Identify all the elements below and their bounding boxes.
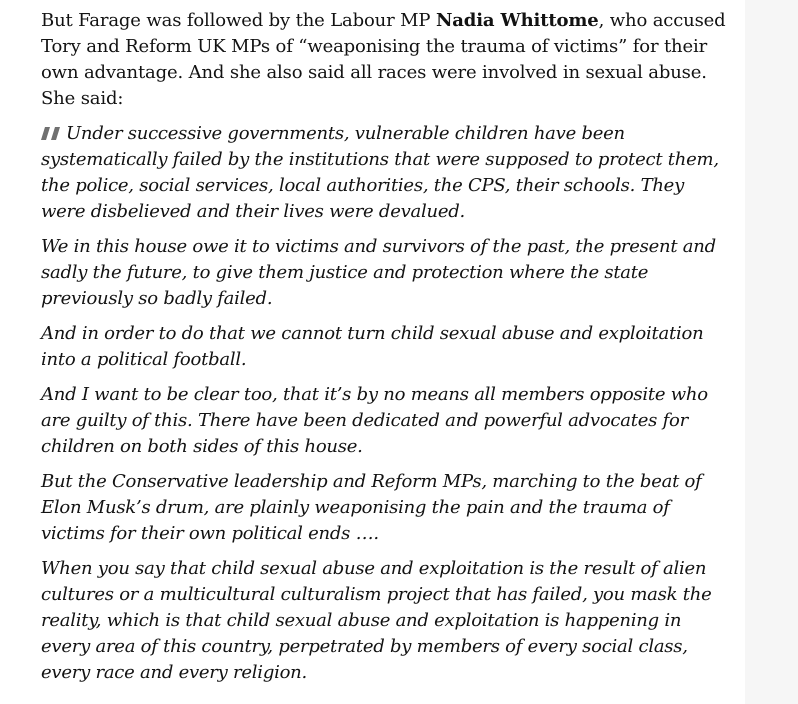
quote-paragraph-5: But the Conservative leadership and Reform MPs, marching to the beat of Elon Musk’s drum, are plainly weaponising the pain and the trauma of victims for their own political ends ….: [41, 471, 702, 544]
quote-text-1: Under successive governments, vulnerable children have been systematically failed by the institutions that were supposed to protect them, the police, social services, local authorities, the CPS, their schools. They were disbelieved and their lives were devalued.: [41, 123, 719, 222]
quotation-mark-icon: [41, 127, 61, 140]
intro-paragraph: [41, 8, 731, 112]
intro-text-after: , who accused Tory and Reform UK MPs of “weaponising the trauma of victims” for their own advantage. And she also said all races were involved in sexual abuse. She said:: [41, 10, 726, 109]
quote-paragraph-6: When you say that child sexual abuse and exploitation is the result of alien cultures or a multicultural culturalism project that has failed, you mask the reality, which is that child sexual abuse and exploitation is happening in every area of this country, perpetrated by members of every social class, every race and every religion.: [41, 558, 712, 683]
right-rail: [745, 0, 798, 704]
quote-paragraph-4: And I want to be clear too, that it’s by no means all members opposite who are guilty of this. There have been dedicated and powerful advocates for children on both sides of this house.: [41, 384, 708, 457]
quote-paragraph-3: And in order to do that we cannot turn child sexual abuse and exploitation into a political football.: [41, 323, 704, 370]
quote-paragraph-1: [41, 121, 731, 225]
quote-paragraph-2: We in this house owe it to victims and survivors of the past, the present and sadly the future, to give them justice and protection where the state previously so badly failed.: [41, 236, 716, 309]
blockquote: [41, 121, 731, 686]
intro-text-before: But Farage was followed by the Labour MP: [41, 10, 436, 31]
mp-name: Nadia Whittome: [435, 10, 599, 31]
article-body: [41, 8, 731, 695]
